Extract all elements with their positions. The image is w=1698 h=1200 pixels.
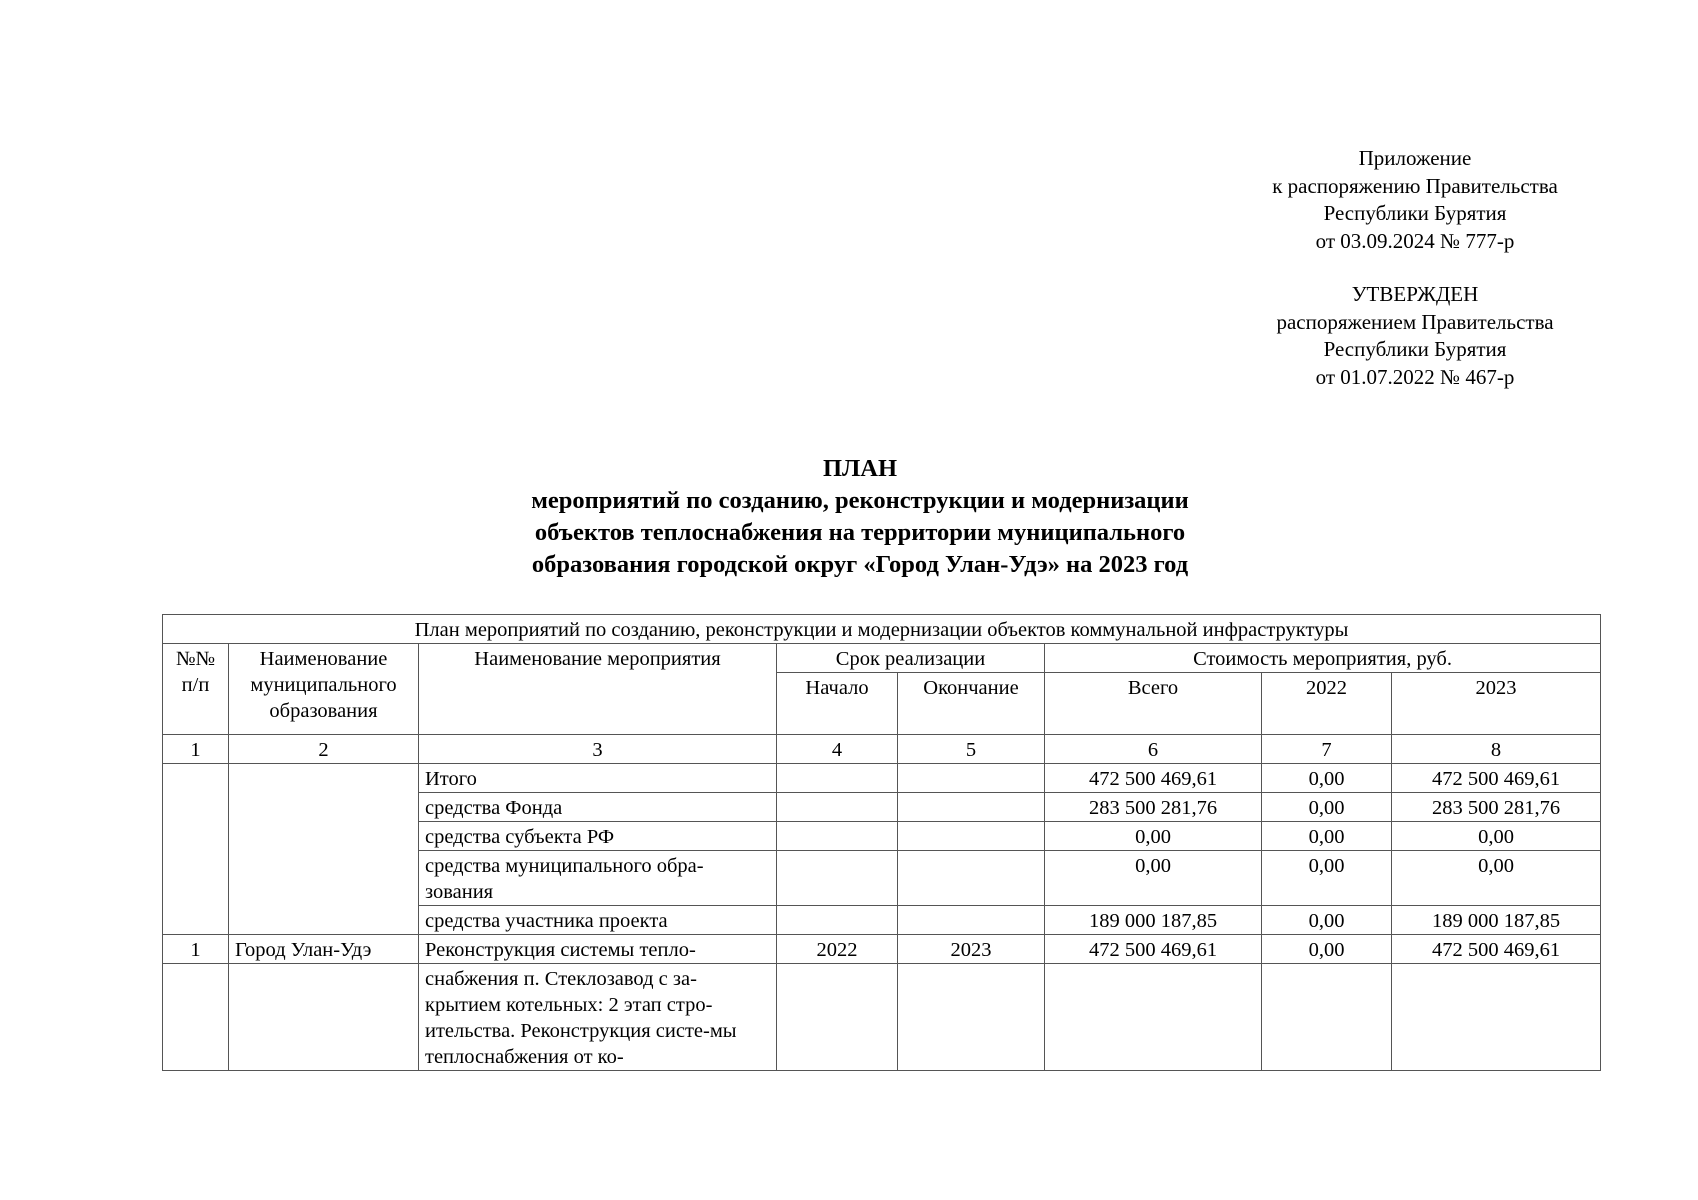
summary-total: 0,00	[1045, 851, 1262, 906]
column-number: 6	[1045, 735, 1262, 764]
column-number: 2	[229, 735, 419, 764]
summary-label: средства субъекта РФ	[419, 822, 777, 851]
appendix-line: Приложение	[1358, 146, 1472, 170]
column-numbers-row	[163, 735, 1601, 764]
summary-label: Итого	[419, 764, 777, 793]
summary-2023: 472 500 469,61	[1392, 764, 1601, 793]
summary-total: 189 000 187,85	[1045, 906, 1262, 935]
item-measure-continued: снабжения п. Стеклозавод с за-крытием котельных: 2 этап стро-ительства. Реконструкция систе-мы теплоснабжения от ко-	[419, 964, 777, 1071]
item-total: 472 500 469,61	[1045, 935, 1262, 964]
appendix-line: от 03.09.2024 № 777-р	[1315, 228, 1515, 253]
empty-cell	[898, 822, 1045, 851]
approved-line: распоряжением Правительства	[1276, 309, 1554, 334]
approved-line: УТВЕРЖДЕН	[1351, 282, 1479, 306]
table-caption: План мероприятий по созданию, реконструкции и модернизации объектов коммунальной инфраструктуры	[163, 615, 1601, 644]
table-row	[163, 764, 1601, 793]
summary-label: средства Фонда	[419, 793, 777, 822]
header-start: Начало	[777, 673, 898, 735]
empty-cell	[777, 764, 898, 793]
summary-2023: 0,00	[1392, 822, 1601, 851]
title-line: объектов теплоснабжения на территории муниципального	[534, 519, 1186, 546]
header-cost: Стоимость мероприятия, руб.	[1045, 644, 1601, 673]
title-line: мероприятий по созданию, реконструкции и модернизации	[531, 487, 1189, 514]
item-2023: 472 500 469,61	[1392, 935, 1601, 964]
summary-2023: 283 500 281,76	[1392, 793, 1601, 822]
item-num: 1	[163, 935, 229, 964]
header-period: Срок реализации	[777, 644, 1045, 673]
appendix-block	[1250, 145, 1580, 391]
summary-2023: 0,00	[1392, 851, 1601, 906]
table-row	[163, 964, 1601, 1071]
header-end: Окончание	[898, 673, 1045, 735]
empty-cell	[898, 906, 1045, 935]
document-title	[300, 453, 1420, 581]
empty-cell	[1392, 964, 1601, 1071]
summary-label: средства муниципального обра-зования	[419, 851, 777, 906]
empty-cell	[777, 906, 898, 935]
empty-cell	[898, 793, 1045, 822]
empty-cell	[163, 764, 229, 935]
item-2022: 0,00	[1262, 935, 1392, 964]
header-2023: 2023	[1392, 673, 1601, 735]
summary-2022: 0,00	[1262, 851, 1392, 906]
empty-cell	[777, 822, 898, 851]
summary-total: 472 500 469,61	[1045, 764, 1262, 793]
table-row	[163, 935, 1601, 964]
item-measure-first-line: Реконструкция системы тепло-	[419, 935, 777, 964]
empty-cell	[229, 964, 419, 1071]
empty-cell	[229, 764, 419, 935]
column-number: 5	[898, 735, 1045, 764]
header-row	[163, 644, 1601, 673]
column-number: 4	[777, 735, 898, 764]
empty-cell	[1262, 964, 1392, 1071]
summary-2022: 0,00	[1262, 793, 1392, 822]
header-measure: Наименование мероприятия	[419, 644, 777, 735]
empty-cell	[777, 851, 898, 906]
column-number: 7	[1262, 735, 1392, 764]
summary-2022: 0,00	[1262, 906, 1392, 935]
header-num: №№ п/п	[163, 644, 229, 735]
empty-cell	[777, 793, 898, 822]
empty-cell	[1045, 964, 1262, 1071]
empty-cell	[898, 964, 1045, 1071]
item-end: 2023	[898, 935, 1045, 964]
column-number: 3	[419, 735, 777, 764]
approved-line: от 01.07.2022 № 467-р	[1315, 364, 1515, 389]
title-line: образования городской округ «Город Улан-Удэ» на 2023 год	[531, 551, 1189, 578]
summary-total: 283 500 281,76	[1045, 793, 1262, 822]
item-municipality: Город Улан-Удэ	[229, 935, 419, 964]
approved-line: Республики Бурятия	[1323, 337, 1507, 361]
summary-2022: 0,00	[1262, 822, 1392, 851]
table-caption-row	[163, 615, 1601, 644]
header-municipality: Наименование муниципального образования	[229, 644, 419, 735]
header-total: Всего	[1045, 673, 1262, 735]
appendix-line: к распоряжению Правительства	[1272, 173, 1558, 198]
appendix-gap	[1250, 255, 1580, 281]
summary-2022: 0,00	[1262, 764, 1392, 793]
item-start: 2022	[777, 935, 898, 964]
plan-table	[162, 614, 1601, 1071]
empty-cell	[898, 851, 1045, 906]
summary-2023: 189 000 187,85	[1392, 906, 1601, 935]
empty-cell	[898, 764, 1045, 793]
summary-total: 0,00	[1045, 822, 1262, 851]
appendix-line: Республики Бурятия	[1323, 201, 1507, 225]
empty-cell	[777, 964, 898, 1071]
header-2022: 2022	[1262, 673, 1392, 735]
title-line: ПЛАН	[822, 455, 898, 482]
summary-label: средства участника проекта	[419, 906, 777, 935]
empty-cell	[163, 964, 229, 1071]
column-number: 8	[1392, 735, 1601, 764]
column-number: 1	[163, 735, 229, 764]
